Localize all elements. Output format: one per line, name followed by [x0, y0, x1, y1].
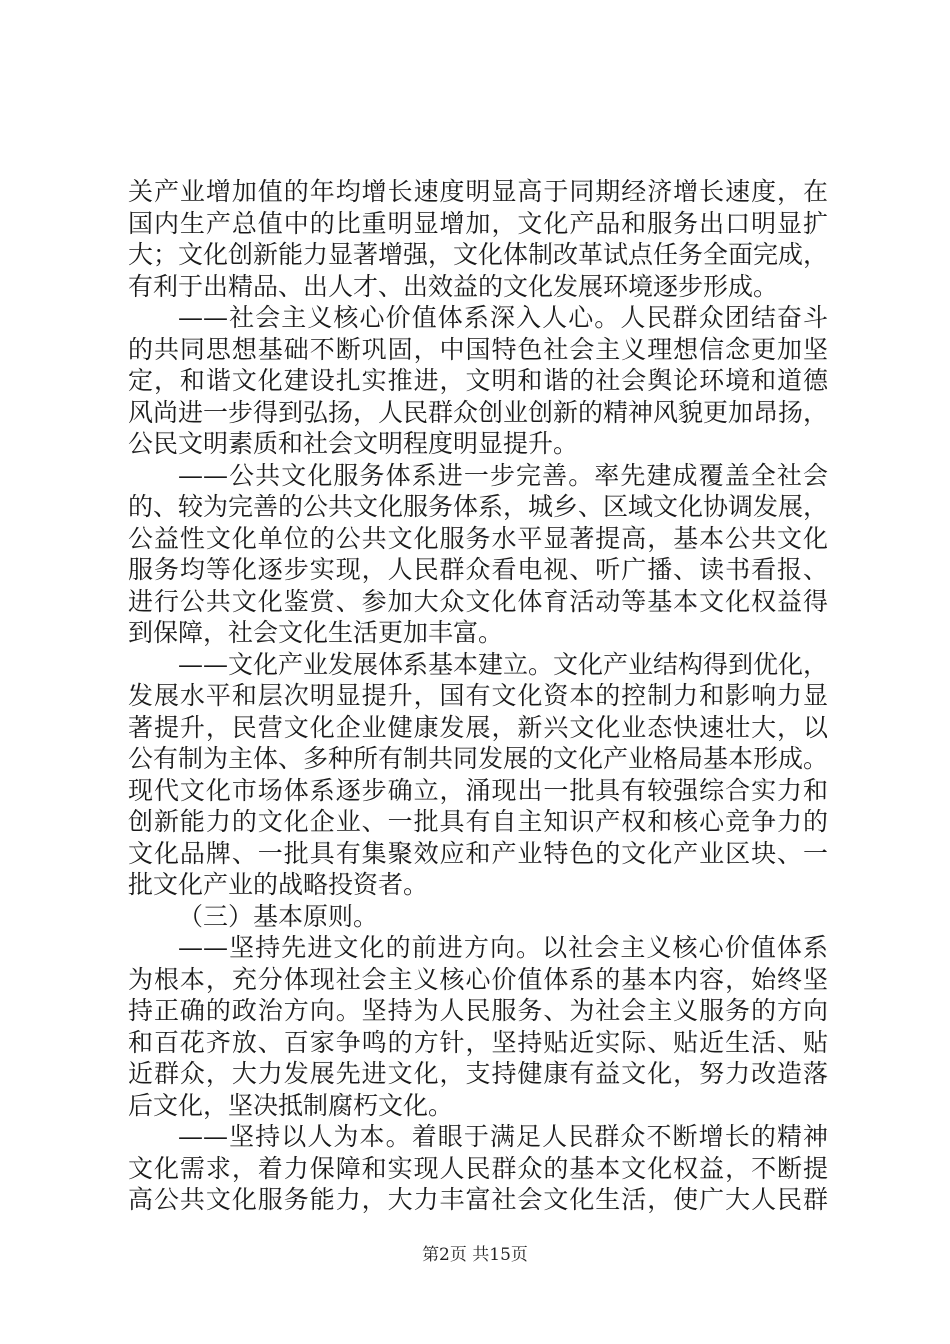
text-line: 著提升，民营文化企业健康发展，新兴文化业态快速壮大，以	[128, 712, 828, 742]
text-line: 文化需求，着力保障和实现人民群众的基本文化权益，不断提	[128, 1153, 828, 1183]
text-line: 公有制为主体、多种所有制共同发展的文化产业格局基本形成。	[128, 744, 829, 773]
text-line: 文化品牌、一批具有集聚效应和产业特色的文化产业区块、一	[128, 838, 828, 868]
text-line: 高公共文化服务能力，大力丰富社会文化生活，使广大人民群	[128, 1185, 828, 1214]
text-line: 关产业增加值的年均增长速度明显高于同期经济增长速度，在	[128, 177, 828, 206]
text-line: 批文化产业的战略投资者。	[128, 870, 429, 899]
text-line: 和百花齐放、百家争鸣的方针，坚持贴近实际、贴近生活、贴	[128, 1027, 828, 1057]
text-line: 国内生产总值中的比重明显增加，文化产品和服务出口明显扩	[128, 208, 828, 238]
text-line: 创新能力的文化企业、一批具有自主知识产权和核心竞争力的	[128, 807, 828, 836]
text-line: 有利于出精品、出人才、出效益的文化发展环境逐步形成。	[128, 271, 779, 301]
text-line: 服务均等化逐步实现，人民群众看电视、听广播、读书看报、	[128, 555, 828, 584]
text-line: 持正确的政治方向。坚持为人民服务、为社会主义服务的方向	[128, 996, 828, 1025]
text-line: 公益性文化单位的公共文化服务水平显著提高，基本公共文化	[128, 523, 828, 553]
text-line: ——社会主义核心价值体系深入人心。人民群众团结奋斗	[178, 303, 828, 332]
text-line: ——坚持先进文化的前进方向。以社会主义核心价值体系	[178, 933, 828, 962]
text-line: ——文化产业发展体系基本建立。文化产业结构得到优化，	[178, 649, 829, 679]
page-number-footer: 第2页 共15页	[422, 1245, 528, 1265]
text-line: 为根本，充分体现社会主义核心价值体系的基本内容，始终坚	[128, 964, 828, 994]
text-line: 到保障，社会文化生活更加丰富。	[128, 618, 504, 647]
section-heading: （三）基本原则。	[178, 901, 379, 931]
text-line: 进行公共文化鉴赏、参加大众文化体育活动等基本文化权益得	[128, 586, 828, 616]
document-body	[128, 176, 828, 1216]
text-line: 后文化，坚决抵制腐朽文化。	[128, 1090, 454, 1120]
text-line: 公民文明素质和社会文明程度明显提升。	[128, 429, 579, 458]
text-line: 定，和谐文化建设扎实推进，文明和谐的社会舆论环境和道德	[128, 366, 828, 395]
text-line: ——坚持以人为本。着眼于满足人民群众不断增长的精神	[178, 1122, 828, 1151]
text-line: ——公共文化服务体系进一步完善。率先建成覆盖全社会	[178, 460, 828, 490]
text-line: 风尚进一步得到弘扬，人民群众创业创新的精神风貌更加昂扬，	[128, 397, 829, 427]
text-line: 的共同思想基础不断巩固，中国特色社会主义理想信念更加坚	[128, 334, 828, 364]
text-line: 发展水平和层次明显提升，国有文化资本的控制力和影响力显	[128, 681, 828, 710]
text-line: 现代文化市场体系逐步确立，涌现出一批具有较强综合实力和	[128, 775, 828, 805]
text-line: 的、较为完善的公共文化服务体系，城乡、区域文化协调发展，	[128, 492, 829, 521]
text-line: 近群众，大力发展先进文化，支持健康有益文化，努力改造落	[128, 1059, 828, 1088]
text-line: 大；文化创新能力显著增强，文化体制改革试点任务全面完成，	[128, 240, 829, 269]
